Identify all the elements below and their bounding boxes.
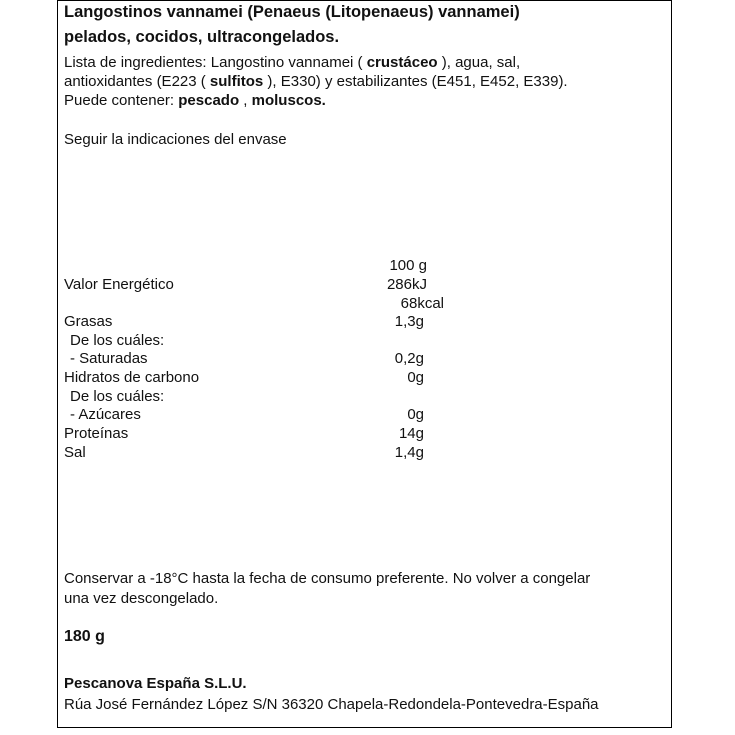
allergen-moluscos: moluscos.	[251, 92, 326, 109]
may-contain-sep: ,	[239, 92, 252, 109]
storage-line2: una vez descongelado.	[64, 590, 219, 607]
ingredients-line2	[64, 73, 568, 91]
nutrition-value-carbs: 0g	[407, 369, 424, 386]
nutrition-value-energy-kj: 286kJ	[386, 276, 427, 293]
instructions: Seguir la indicaciones del envase	[64, 131, 287, 148]
nutrition-label-protein: Proteínas	[64, 425, 129, 442]
nutrition-label-energy: Valor Energético	[64, 276, 174, 293]
nutrition-label-of-which-1: De los cuáles:	[70, 332, 165, 349]
allergen-crustaceo: crustáceo	[366, 54, 438, 71]
nutrition-label-carbs: Hidratos de carbono	[64, 369, 200, 386]
nutrition-label-sugars: - Azúcares	[70, 406, 141, 423]
net-weight: 180 g	[64, 628, 105, 645]
may-contain-prefix: Puede contener:	[64, 92, 179, 109]
nutrition-value-saturates: 0,2g	[394, 350, 424, 367]
product-title-line1: Langostinos vannamei (Penaeus (Litopenaeus) vannamei)	[64, 3, 520, 21]
ingredients-prefix: Lista de ingredientes: Langostino vannamei (	[64, 54, 367, 71]
nutrition-label-of-which-2: De los cuáles:	[70, 388, 165, 405]
nutrition-value-sugars: 0g	[407, 406, 424, 423]
nutrition-value-fat: 1,3g	[394, 313, 424, 330]
allergen-sulfitos: sulfitos	[209, 73, 264, 90]
ingredients-mid: ), agua, sal,	[437, 54, 521, 71]
company-address: Rúa José Fernández López S/N 36320 Chapela-Redondela-Pontevedra-España	[64, 696, 599, 713]
nutrition-label-fat: Grasas	[64, 313, 113, 330]
nutrition-label-salt: Sal	[64, 444, 86, 461]
nutrition-value-salt: 1,4g	[394, 444, 424, 461]
ingredients-line2-suffix: ), E330) y estabilizantes (E451, E452, E339).	[263, 73, 568, 90]
nutrition-label-saturates: - Saturadas	[70, 350, 148, 367]
nutrition-value-energy-kcal: 68kcal	[400, 295, 444, 312]
company-name: Pescanova España S.L.U.	[64, 675, 247, 692]
ingredients-line1	[64, 54, 520, 72]
nutrition-header: 100 g	[389, 257, 427, 274]
allergen-pescado: pescado	[178, 92, 240, 109]
ingredients-line2-prefix: antioxidantes (E223 (	[64, 73, 210, 90]
may-contain-line	[64, 92, 326, 110]
product-title-line2: pelados, cocidos, ultracongelados.	[64, 28, 340, 46]
nutrition-value-protein: 14g	[398, 425, 424, 442]
storage-line1: Conservar a -18°C hasta la fecha de consumo preferente. No volver a congelar	[64, 570, 591, 587]
